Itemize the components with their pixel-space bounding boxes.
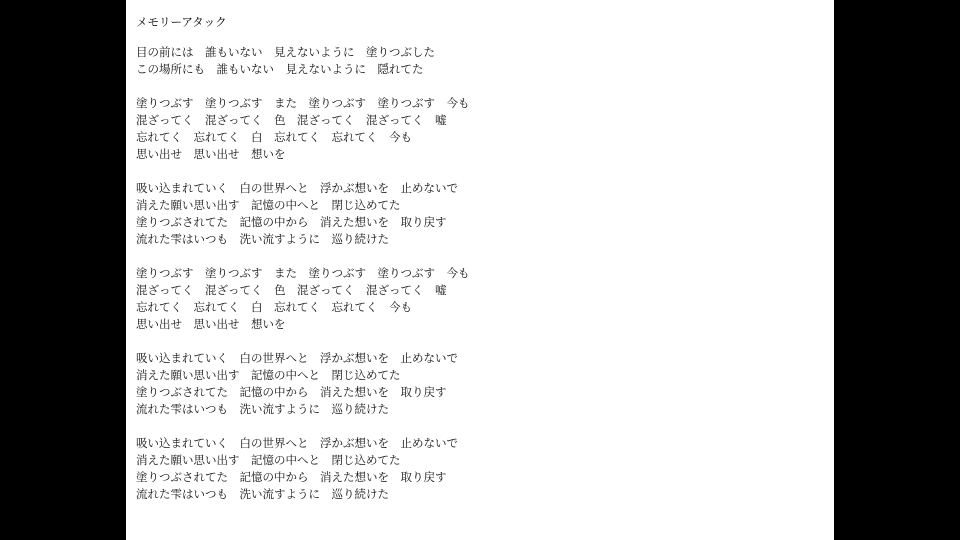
lyrics-line: 塗りつぶす 塗りつぶす また 塗りつぶす 塗りつぶす 今も	[136, 266, 470, 280]
stanza-gap	[126, 78, 834, 95]
stanza-gap	[126, 248, 834, 265]
lyrics-stanza-5	[126, 350, 834, 418]
stanza-gap	[126, 163, 834, 180]
lyrics-line: 消えた願い思い出す 記憶の中へと 閉じ込めてた	[136, 198, 401, 212]
stanza-gap	[126, 418, 834, 435]
lyrics-line: 流れた雫はいつも 洗い流すように 巡り続けた	[136, 232, 389, 246]
lyrics-line: 目の前には 誰もいない 見えないように 塗りつぶした	[136, 45, 435, 59]
lyrics-line: 忘れてく 忘れてく 白 忘れてく 忘れてく 今も	[136, 130, 412, 144]
lyrics-line: この場所にも 誰もいない 見えないように 隠れてた	[136, 62, 424, 76]
lyrics-line: 塗りつぶす 塗りつぶす また 塗りつぶす 塗りつぶす 今も	[136, 96, 470, 110]
lyrics-line: 混ざってく 混ざってく 色 混ざってく 混ざってく 嘘	[136, 283, 447, 297]
title-spacer	[126, 31, 834, 44]
lyrics-line: 塗りつぶされてた 記憶の中から 消えた想いを 取り戻す	[136, 385, 447, 399]
lyrics-document	[126, 0, 834, 503]
lyrics-stanza-1	[126, 44, 834, 78]
lyrics-stanza-4	[126, 265, 834, 333]
lyrics-line: 流れた雫はいつも 洗い流すように 巡り続けた	[136, 402, 389, 416]
lyrics-stanza-3	[126, 180, 834, 248]
lyrics-stanza-2	[126, 95, 834, 163]
lyrics-line: 忘れてく 忘れてく 白 忘れてく 忘れてく 今も	[136, 300, 412, 314]
lyrics-line: 吸い込まれていく 白の世界へと 浮かぶ想いを 止めないで	[136, 351, 458, 365]
document-page	[126, 0, 834, 540]
lyrics-line: 吸い込まれていく 白の世界へと 浮かぶ想いを 止めないで	[136, 436, 458, 450]
lyrics-line: 流れた雫はいつも 洗い流すように 巡り続けた	[136, 487, 389, 501]
lyrics-stanza-6	[126, 435, 834, 503]
lyrics-line: 消えた願い思い出す 記憶の中へと 閉じ込めてた	[136, 453, 401, 467]
lyrics-line: 塗りつぶされてた 記憶の中から 消えた想いを 取り戻す	[136, 470, 447, 484]
lyrics-line: 思い出せ 思い出せ 想いを	[136, 147, 286, 161]
lyrics-line: 塗りつぶされてた 記憶の中から 消えた想いを 取り戻す	[136, 215, 447, 229]
stanza-gap	[126, 333, 834, 350]
lyrics-line: 吸い込まれていく 白の世界へと 浮かぶ想いを 止めないで	[136, 181, 458, 195]
lyrics-line: 消えた願い思い出す 記憶の中へと 閉じ込めてた	[136, 368, 401, 382]
lyrics-line: 思い出せ 思い出せ 想いを	[136, 317, 286, 331]
page-title: メモリーアタック	[136, 15, 227, 29]
lyrics-line: 混ざってく 混ざってく 色 混ざってく 混ざってく 嘘	[136, 113, 447, 127]
